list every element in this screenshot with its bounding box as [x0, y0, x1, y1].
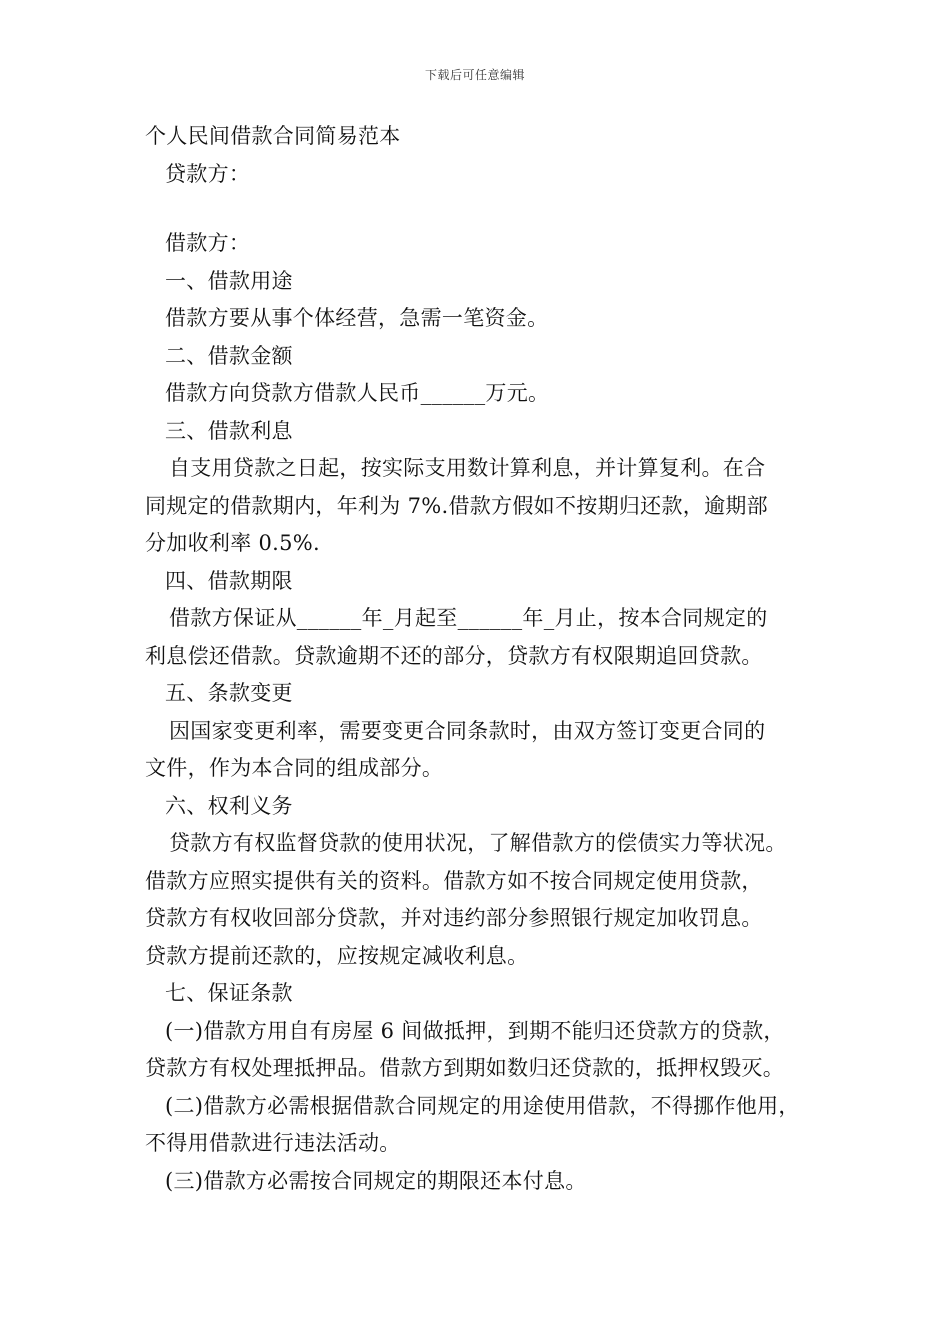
lender-label: 贷款方：	[165, 161, 251, 186]
section-text: 贷款方提前还款的，应按规定减收利息。	[145, 943, 529, 968]
section-text: 借款方向贷款方借款人民币______万元。	[165, 381, 550, 405]
section-heading: 六、权利义务	[165, 793, 293, 818]
section-text: (一)借款方用自有房屋 6 间做抵押，到期不能归还贷款方的贷款，	[165, 1018, 785, 1043]
section-text: 借款方要从事个体经营，急需一笔资金。	[165, 306, 549, 330]
header-note: 下载后可任意编辑	[424, 68, 525, 82]
section-text: 分加收利率 0.5%.	[145, 531, 321, 555]
section-heading: 三、借款利息	[165, 418, 293, 443]
section-text: 自支用贷款之日起，按实际支用数计算利息，并计算复利。在合	[169, 456, 766, 480]
section-heading: 一、借款用途	[165, 268, 293, 293]
section-text: (三)借款方必需按合同规定的期限还本付息。	[165, 1168, 587, 1193]
section-text: 贷款方有权监督贷款的使用状况，了解借款方的偿债实力等状况。	[169, 831, 787, 855]
blank-space	[145, 193, 815, 225]
section-heading: 五、条款变更	[165, 681, 293, 705]
section-heading: 七、保证条款	[165, 981, 293, 1005]
section-text: 利息偿还借款。贷款逾期不还的部分，贷款方有权限期追回贷款。	[145, 643, 763, 668]
section-text: (二)借款方必需根据借款合同规定的用途使用借款，不得挪作他用，	[165, 1093, 800, 1118]
section-text: 借款方应照实提供有关的资料。借款方如不按合同规定使用贷款，	[145, 868, 763, 893]
section-text: 文件，作为本合同的组成部分。	[145, 756, 444, 780]
document-body	[145, 118, 815, 1200]
section-text: 因国家变更利率，需要变更合同条款时，由双方签订变更合同的	[169, 718, 766, 743]
section-text: 同规定的借款期内，年利为 7%.借款方假如不按期归还款，逾期部	[145, 493, 768, 518]
section-heading: 二、借款金额	[165, 343, 293, 368]
section-text: 贷款方有权收回部分贷款，并对违约部分参照银行规定加收罚息。	[145, 906, 763, 930]
section-text: 借款方保证从______年_月起至______年_月止，按本合同规定的	[169, 606, 768, 630]
section-text: 贷款方有权处理抵押品。借款方到期如数归还贷款的，抵押权毁灭。	[145, 1056, 784, 1080]
section-heading: 四、借款期限	[165, 568, 293, 593]
borrower-label: 借款方：	[165, 231, 251, 255]
section-text: 不得用借款进行违法活动。	[145, 1131, 401, 1155]
document-title: 个人民间借款合同简易范本	[145, 124, 401, 148]
